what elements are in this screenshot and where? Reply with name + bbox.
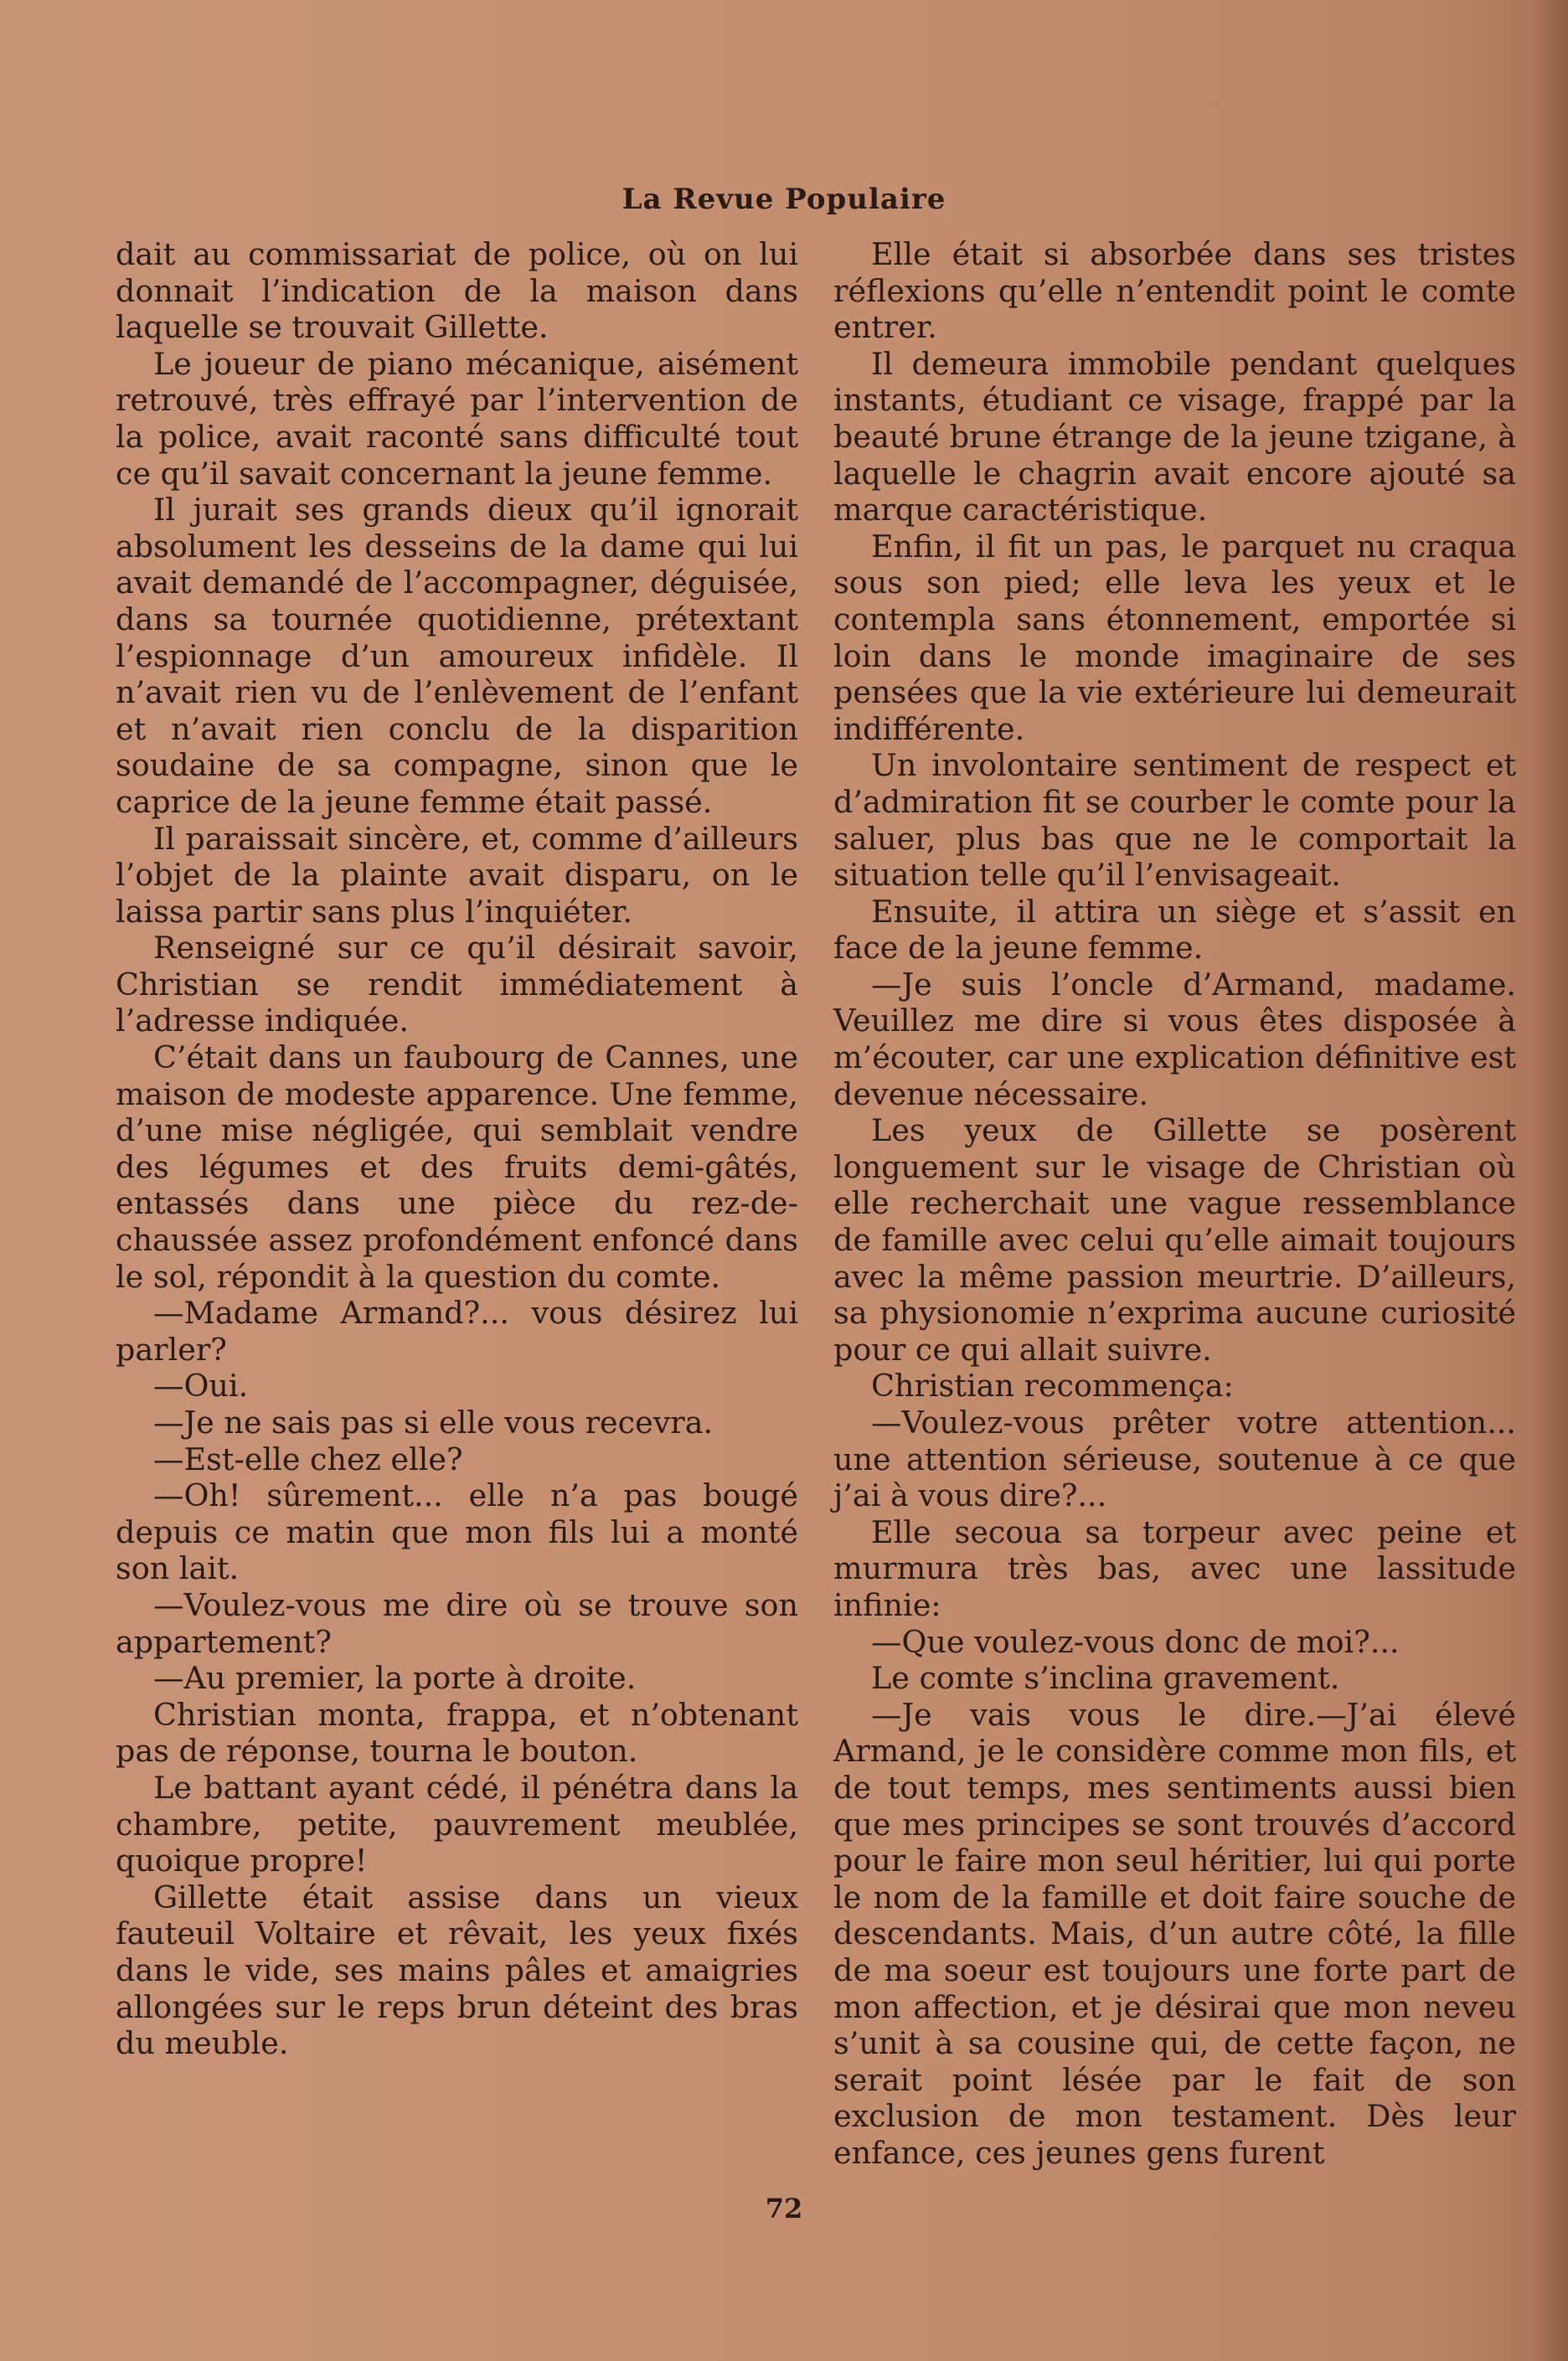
dialogue-line: —Au premier, la porte à droite. [153,1660,637,1697]
paragraph: Elle était si absorbée dans ses tristes réflexions qu’elle n’entendit point le comte entrer. [833,236,1516,346]
paragraph: Ensuite, il attira un siège et s’assit en face de la jeune femme. [833,893,1516,967]
paragraph: Christian recommença: [871,1368,1234,1405]
paragraph: Les yeux de Gillette se posèrent longuement sur le visage de Christian où elle recherchait une vague ressemblance de famille avec celui qu’elle aimait toujours avec la même passion meurtrie. D’ailleurs, sa physionomie n’exprima aucune curiosité pour ce qui allait suivre. [833,1112,1516,1368]
dialogue-line: —Voulez-vous prêter votre attention... une attention sérieuse, soutenue à ce que j’ai à vous dire?... [833,1405,1516,1514]
paragraph: Le battant ayant cédé, il pénétra dans la chambre, petite, pauvrement meublée, quoique propre! [116,1769,798,1879]
dialogue-line: —Madame Armand?... vous désirez lui parler? [116,1295,798,1368]
paragraph: Enfin, il fit un pas, le parquet nu craqua sous son pied; elle leva les yeux et le contempla sans étonnement, emportée si loin dans le monde imaginaire de ses pensées que la vie extérieure lui demeurait indifférente. [833,528,1516,747]
running-header: La Revue Populaire [622,183,946,216]
dialogue-line: —Que voulez-vous donc de moi?... [871,1623,1400,1660]
dialogue-line: —Oui. [153,1368,249,1405]
paragraph: Christian monta, frappa, et n’obtenant pas de réponse, tourna le bouton. [116,1696,798,1770]
dialogue-line: —Oh! sûrement... elle n’a pas bougé depuis ce matin que mon fils lui a monté son lait. [116,1477,798,1587]
paragraph: Renseigné sur ce qu’il désirait savoir, Christian se rendit immédiatement à l’adresse indiquée. [116,930,798,1039]
dialogue-line: —Je ne sais pas si elle vous recevra. [153,1405,714,1441]
page-number: 72 [765,2193,803,2224]
right-column [833,236,1516,2171]
dialogue-line: —Est-elle chez elle? [153,1441,463,1477]
paragraph: Il demeura immobile pendant quelques instants, étudiant ce visage, frappé par la beauté brune étrange de la jeune tzigane, à laquelle le chagrin avait encore ajouté sa marque caractéristique. [833,345,1516,528]
paragraph: Un involontaire sentiment de respect et d’admiration fit se courber le comte pour la saluer, plus bas que ne le comportait la situation telle qu’il l’envisageait. [833,747,1516,894]
page-edge-shadow [1534,0,1568,2361]
paragraph: Le comte s’inclina gravement. [871,1660,1340,1697]
paragraph: Il jurait ses grands dieux qu’il ignorait absolument les desseins de la dame qui lui avait demandé de l’accompagner, déguisée, dans sa tournée quotidienne, prétextant l’espionnage d’un amoureux infidèle. Il n’avait rien vu de l’enlèvement de l’enfant et n’avait rien conclu de la disparition soudaine de sa compagne, sinon que le caprice de la jeune femme était passé. [116,492,798,820]
paragraph: dait au commissariat de police, où on lui donnait l’indication de la maison dans laquelle se trouvait Gillette. [116,236,798,346]
paragraph: Gillette était assise dans un vieux fauteuil Voltaire et rêvait, les yeux fixés dans le vide, ses mains pâles et amaigries allongées sur le reps brun déteint des bras du meuble. [116,1879,798,2062]
paragraph: Il paraissait sincère, et, comme d’ailleurs l’objet de la plainte avait disparu, on le laissa partir sans plus l’inquiéter. [116,820,798,930]
paragraph: Elle secoua sa torpeur avec peine et murmura très bas, avec une lassitude infinie: [833,1513,1516,1623]
dialogue-line: —Je suis l’oncle d’Armand, madame. Veuillez me dire si vous êtes disposée à m’écouter, car une explication définitive est devenue nécessaire. [833,966,1516,1112]
paragraph: Le joueur de piano mécanique, aisément retrouvé, très effrayé par l’intervention de la police, avait raconté sans difficulté tout ce qu’il savait concernant la jeune femme. [116,345,798,492]
dialogue-line: —Je vais vous le dire.—J’ai élevé Armand, je le considère comme mon fils, et de tout temps, mes sentiments aussi bien que mes principes se sont trouvés d’accord pour le faire mon seul héritier, lui qui porte le nom de la famille et doit faire souche de descendants. Mais, d’un autre côté, la fille de ma soeur est toujours une forte part de mon affection, et je désirai que mon neveu s’unit à sa cousine qui, de cette façon, ne serait point lésée par le fait de son exclusion de mon testament. Dès leur enfance, ces jeunes gens furent [833,1696,1516,2171]
paragraph: C’était dans un faubourg de Cannes, une maison de modeste apparence. Une femme, d’une mise négligée, qui semblait vendre des légumes et des fruits demi-gâtés, entassés dans une pièce du rez-de-chaussée assez profondément enfoncé dans le sol, répondit à la question du comte. [116,1039,798,1295]
dialogue-line: —Voulez-vous me dire où se trouve son appartement? [116,1586,798,1660]
left-column [116,236,798,2062]
